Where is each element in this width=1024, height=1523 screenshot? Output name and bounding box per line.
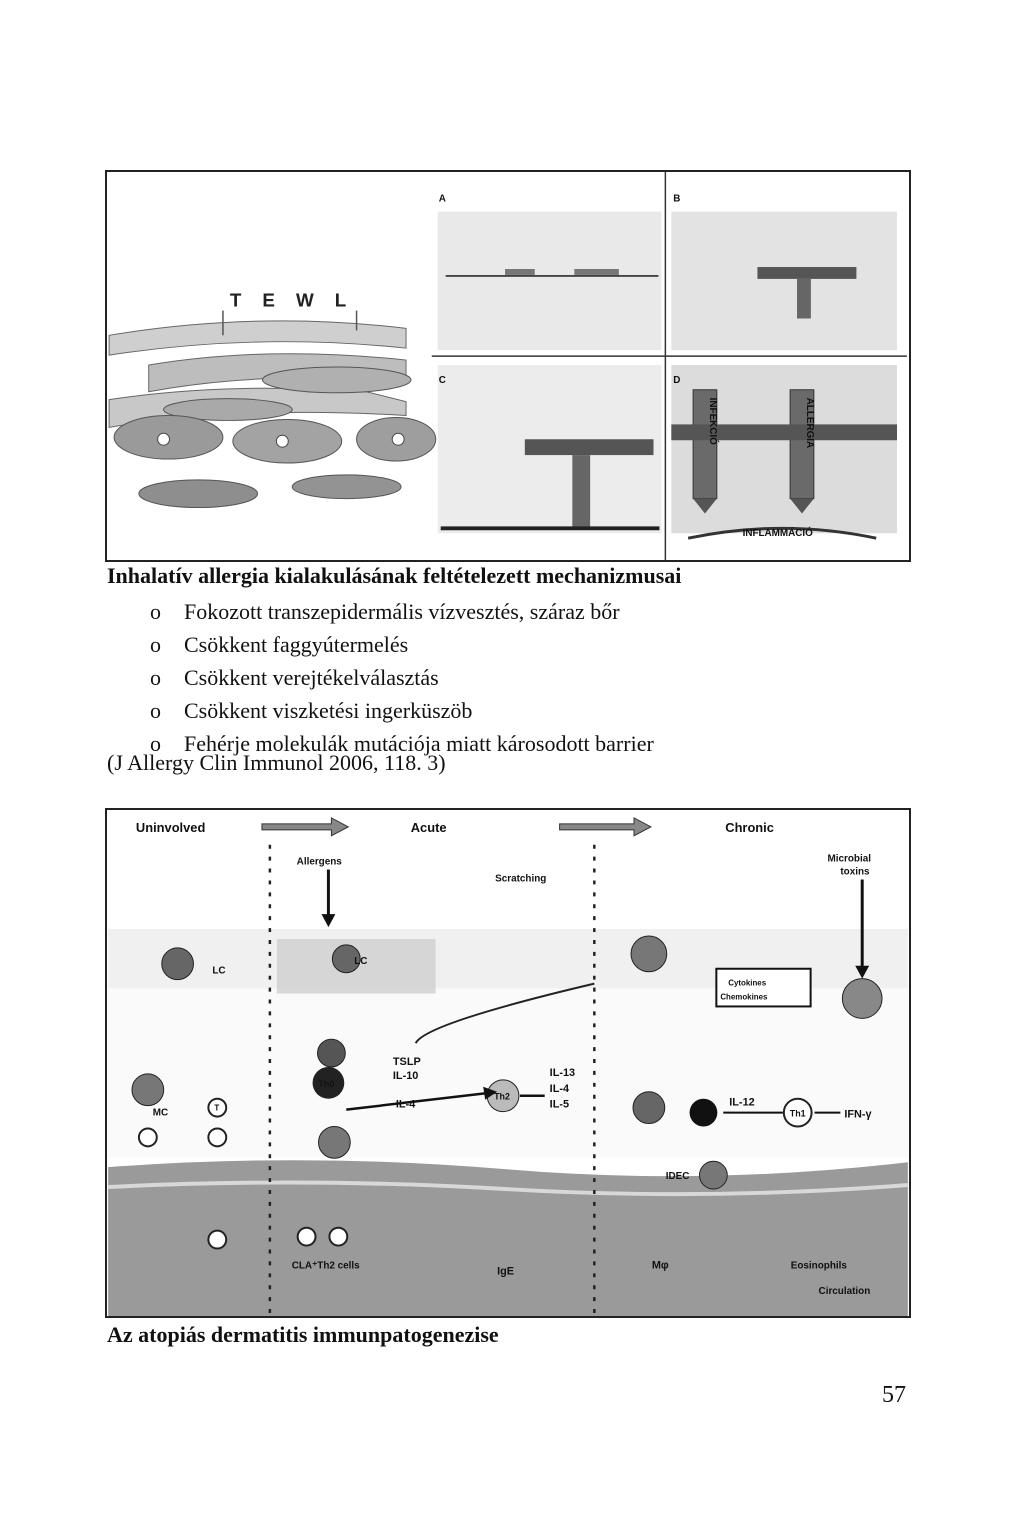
label-cytokines: Cytokines bbox=[728, 978, 767, 988]
label-il12: IL-12 bbox=[729, 1096, 755, 1109]
list-bullet: o bbox=[150, 599, 161, 624]
label-tslp: TSLP bbox=[392, 1055, 421, 1068]
list-item bbox=[150, 595, 654, 628]
panel-letter-c: C bbox=[438, 374, 446, 386]
label-chemokines: Chemokines bbox=[720, 992, 768, 1002]
stage-uninvolved: Uninvolved bbox=[135, 819, 206, 835]
label-th2: Th2 bbox=[494, 1091, 510, 1102]
panel-letter-a: A bbox=[438, 193, 446, 205]
corneocyte-layers bbox=[109, 311, 436, 508]
panel-grid bbox=[432, 172, 907, 560]
label-th0: Th0 bbox=[318, 1078, 335, 1089]
list-item-text: Csökkent verejtékelválasztás bbox=[184, 665, 439, 690]
figure-skin-barrier bbox=[105, 170, 911, 562]
label-th0b: Th0 bbox=[694, 1108, 711, 1119]
list-item bbox=[150, 694, 654, 727]
label-il13: IL-13 bbox=[549, 1066, 576, 1079]
label-mc: MC bbox=[152, 1107, 169, 1119]
label-cla: CLA⁺Th2 cells bbox=[291, 1260, 360, 1272]
label-idec: IDEC bbox=[665, 1171, 690, 1183]
label-ifn: IFN-γ bbox=[844, 1108, 872, 1121]
skin-barrier-illustration bbox=[107, 172, 909, 560]
label-circulation: Circulation bbox=[818, 1286, 871, 1298]
list-bullet: o bbox=[150, 698, 161, 723]
label-il4: IL-4 bbox=[395, 1098, 416, 1111]
label-lc-mid: LC bbox=[354, 955, 368, 967]
panel-letter-d: D bbox=[673, 374, 681, 386]
figure1-caption: Inhalatív allergia kialakulásának feltételezett mechanizmusai bbox=[107, 563, 682, 588]
page-number: 57 bbox=[882, 1382, 906, 1408]
label-lc-left: LC bbox=[212, 965, 226, 977]
stage-chronic: Chronic bbox=[725, 819, 774, 835]
figure2-caption: Az atopiás dermatitis immunpatogenezise bbox=[107, 1322, 499, 1347]
immunopathogenesis-diagram bbox=[107, 810, 909, 1316]
panel-letter-b: B bbox=[673, 193, 681, 205]
list-item-text: Csökkent viszketési ingerküszöb bbox=[184, 698, 473, 723]
label-il5: IL-5 bbox=[549, 1098, 570, 1111]
panel-d-word-inflammation: INFLAMMÁCIÓ bbox=[742, 528, 813, 540]
panel-d-word-infection: INFEKCIÓ bbox=[706, 397, 718, 445]
stage-acute: Acute bbox=[410, 819, 447, 835]
label-il10: IL-10 bbox=[392, 1069, 419, 1082]
citation: (J Allergy Clin Immunol 2006, 118. 3) bbox=[107, 750, 446, 775]
label-il4b: IL-4 bbox=[549, 1082, 570, 1095]
list-item bbox=[150, 628, 654, 661]
list-item bbox=[150, 661, 654, 694]
list-bullet: o bbox=[150, 632, 161, 657]
figure-immunopathogenesis bbox=[105, 808, 911, 1318]
label-toxins: toxins bbox=[840, 866, 870, 878]
list-item-text: Fokozott transzepidermális vízvesztés, száraz bőr bbox=[184, 599, 620, 624]
label-microbial: Microbial bbox=[827, 853, 871, 865]
list-item-text: Csökkent faggyútermelés bbox=[184, 632, 409, 657]
label-allergens: Allergens bbox=[296, 856, 342, 868]
tewl-label: T E W L bbox=[229, 289, 355, 311]
label-t-cell: T bbox=[214, 1103, 220, 1113]
label-mphi: Mφ bbox=[651, 1259, 669, 1272]
list-bullet: o bbox=[150, 731, 161, 756]
panel-d-word-allergy: ALLERGIA bbox=[803, 397, 815, 449]
label-scratching: Scratching bbox=[495, 873, 547, 885]
label-th1: Th1 bbox=[789, 1108, 806, 1119]
list-item-text: Fehérje molekulák mutációja miatt károsodott barrier bbox=[184, 731, 654, 756]
label-ige: IgE bbox=[497, 1265, 515, 1278]
label-eosinophils: Eosinophils bbox=[790, 1260, 847, 1272]
list-bullet: o bbox=[150, 665, 161, 690]
mechanism-list bbox=[150, 595, 654, 760]
